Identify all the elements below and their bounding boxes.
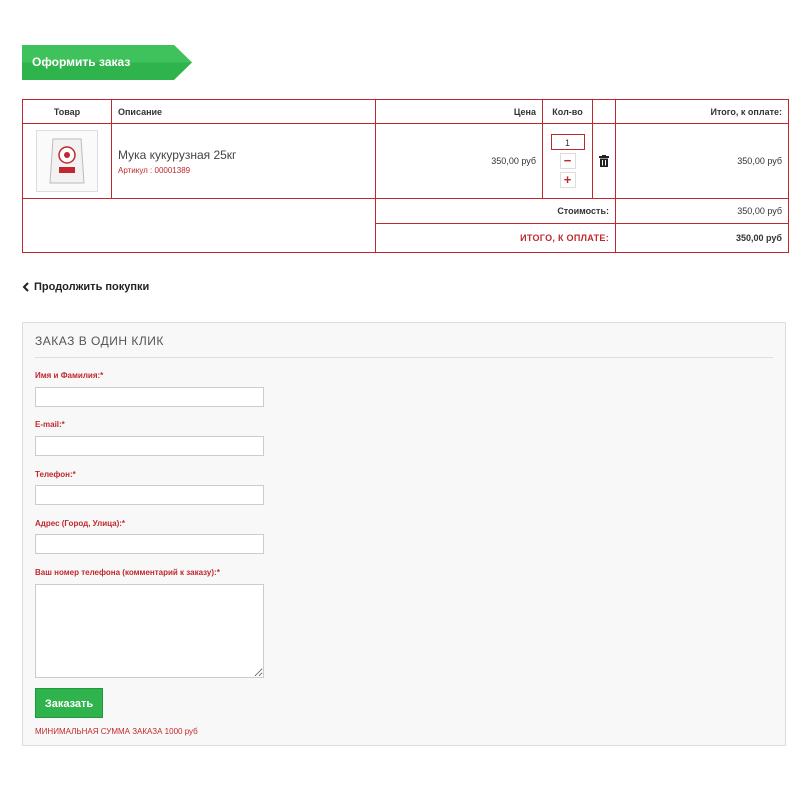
qty-input[interactable]: 1 — [551, 134, 585, 150]
address-label: Адрес (Город, Улица):* — [35, 519, 126, 528]
phone-label: Телефон:* — [35, 470, 76, 479]
continue-shopping-label: Продолжить покупки — [34, 281, 150, 293]
remove-cell — [593, 124, 616, 199]
product-name[interactable]: Мука кукурузная 25кг — [118, 147, 237, 162]
grand-total-label: ИТОГО, К ОПЛАТЕ: — [376, 224, 616, 253]
remove-item-button[interactable] — [599, 155, 609, 167]
flour-bag-image — [47, 135, 87, 187]
cost-label: Стоимость: — [376, 199, 616, 224]
continue-shopping-link[interactable] — [22, 281, 149, 293]
qty-decrease-button[interactable]: − — [560, 153, 576, 169]
header-price: Цена — [376, 100, 543, 124]
order-submit-button[interactable]: Заказать — [35, 688, 103, 718]
header-total: Итого, к оплате: — [616, 100, 789, 124]
checkout-button-label: Оформить заказ — [32, 55, 131, 69]
comment-label: Ваш номер телефона (комментарий к заказу):* — [35, 568, 220, 577]
cost-value: 350,00 руб — [616, 199, 789, 224]
email-field[interactable] — [35, 436, 264, 456]
quick-order-title: ЗАКАЗ В ОДИН КЛИК — [35, 334, 164, 348]
cost-row — [23, 199, 789, 224]
product-total: 350,00 руб — [616, 124, 789, 199]
name-label: Имя и Фамилия:* — [35, 371, 104, 380]
email-label: E-mail:* — [35, 420, 65, 429]
cart-table — [22, 99, 789, 253]
phone-field[interactable] — [35, 485, 264, 505]
quantity-stepper — [549, 134, 586, 188]
product-image-cell — [23, 124, 112, 199]
header-description: Описание — [112, 100, 376, 124]
address-field[interactable] — [35, 534, 264, 554]
name-field[interactable] — [35, 387, 264, 407]
minimum-order-note: МИНИМАЛЬНАЯ СУММА ЗАКАЗА 1000 руб — [35, 727, 198, 736]
header-product: Товар — [23, 100, 112, 124]
header-qty: Кол-во — [543, 100, 593, 124]
product-price: 350,00 руб — [376, 124, 543, 199]
cart-item-row — [23, 124, 789, 199]
cart-header-row — [23, 100, 789, 124]
quick-order-panel — [22, 322, 786, 746]
checkout-button[interactable] — [22, 45, 192, 80]
qty-increase-button[interactable]: + — [560, 172, 576, 188]
panel-divider — [35, 357, 773, 358]
qty-cell — [543, 124, 593, 199]
product-image[interactable] — [36, 130, 98, 192]
comment-field[interactable] — [35, 584, 264, 678]
trash-icon — [599, 155, 609, 167]
grand-total-value: 350,00 руб — [616, 224, 789, 253]
product-sku: Артикул : 00001389 — [118, 165, 191, 175]
header-remove — [593, 100, 616, 124]
summary-spacer — [23, 199, 376, 253]
product-description-cell — [112, 124, 376, 199]
chevron-left-icon — [22, 282, 29, 292]
